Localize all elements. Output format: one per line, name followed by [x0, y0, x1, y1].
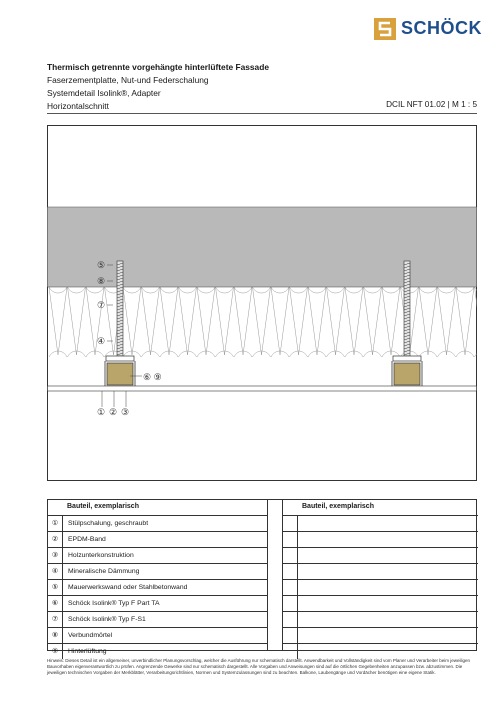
insulation-fiber	[327, 287, 345, 355]
insulation-fiber	[419, 287, 437, 355]
drawing-code-scale: DCIL NFT 01.02 | M 1 : 5	[386, 100, 477, 109]
table-row	[48, 532, 267, 548]
document-title: Thermisch getrennte vorgehängte hinterlüftete Fassade	[47, 62, 269, 72]
insulation-fiber	[216, 287, 234, 355]
masonry-wall	[48, 207, 477, 287]
callout-3: ③	[121, 407, 130, 417]
row-number: ①	[48, 516, 63, 531]
schoeck-logo-mark-icon	[374, 18, 396, 40]
insulation-fiber	[142, 287, 160, 355]
table-row	[48, 612, 267, 628]
insulation-fiber	[179, 287, 197, 355]
insulation-fiber	[123, 287, 141, 355]
table-row-empty	[283, 516, 478, 532]
row-label: Verbundmörtel	[68, 632, 113, 640]
row-label: Stülpschalung, geschraubt	[68, 519, 149, 527]
document-subtitle-3: Horizontalschnitt	[47, 101, 109, 111]
insulation-fiber	[234, 287, 252, 355]
disclaimer-notice: Hinweis: Dieses Detail ist ein allgemeiner, unverbindlicher Planungsvorschlag, welcher die Ausführung nur schematisch darstellt. Anwendbarkeit und Vollständigkeit sind vom Planer und Verarbeiter beim jeweiligen Bauvorhaben eigenverantwortlich zu prüfen. Angrenzende Gewerke sind nur schematisch dargestellt. Alle Vorgaben und Anweisungen sind auf die örtlichen Gegebenheiten anzupassen bzw. abzustimmen. Die jeweiligen technischen Vorgaben der Merkblätter, Verarbeitungsrichtlinien, Normen und Systemzulassungen sind zu beachten. Balkone, Laubengänge und Vordächer benötigen eine eigene Statik.	[47, 658, 470, 676]
insulation-fiber	[271, 287, 289, 355]
row-label: Hinterlüftung	[68, 648, 107, 656]
row-number-empty	[283, 596, 298, 611]
row-number-empty	[283, 516, 298, 531]
row-label: Mauerwerkswand oder Stahlbetonwand	[68, 583, 188, 591]
insulation-fiber	[253, 287, 271, 355]
table-row-empty	[283, 580, 478, 596]
callout-6-9: ⑥ ⑨	[143, 372, 162, 382]
callout-8: ⑧	[97, 276, 106, 286]
row-number: ⑨	[48, 644, 63, 659]
callout-4: ④	[97, 336, 106, 346]
timber-batten	[394, 363, 420, 385]
row-number: ⑤	[48, 580, 63, 595]
insulation-fiber	[438, 287, 456, 355]
adapter-plate	[393, 356, 421, 361]
row-number: ③	[48, 548, 63, 563]
table-header-right: Bauteil, exemplarisch	[283, 500, 478, 516]
table-row-empty	[283, 564, 478, 580]
row-number: ④	[48, 564, 63, 579]
insulation-fiber	[345, 287, 363, 355]
table-row-empty	[283, 532, 478, 548]
table-row	[48, 628, 267, 644]
row-number: ⑦	[48, 612, 63, 627]
table-row	[48, 516, 267, 532]
insulation-fiber	[382, 287, 400, 355]
row-number-empty	[283, 580, 298, 595]
row-label: EPDM-Band	[68, 535, 106, 543]
insulation-fiber	[68, 287, 86, 355]
insulation-fiber	[364, 287, 382, 355]
insulation-fiber	[49, 287, 67, 355]
row-label: Schöck Isolink® Typ F-S1	[68, 616, 146, 624]
row-number: ②	[48, 532, 63, 547]
row-number-empty	[283, 628, 298, 643]
insulation-fiber	[197, 287, 215, 355]
section-drawing	[47, 125, 477, 481]
brand-name: SCHÖCK	[401, 18, 483, 38]
insulation-fiber	[308, 287, 326, 355]
insulation-fiber	[475, 287, 478, 355]
document-subtitle-2: Systemdetail Isolink®, Adapter	[47, 88, 161, 98]
adapter-plate	[106, 356, 134, 361]
table-header-left: Bauteil, exemplarisch	[48, 500, 267, 516]
facade-cladding	[48, 386, 477, 391]
table-row-empty	[283, 612, 478, 628]
row-number-empty	[283, 532, 298, 547]
header-divider	[47, 113, 477, 114]
insulation-fiber	[290, 287, 308, 355]
component-table-right	[282, 500, 478, 650]
row-label: Holzunterkonstruktion	[68, 551, 134, 559]
component-table-left	[48, 500, 268, 656]
table-row-empty	[283, 628, 478, 644]
row-number-empty	[283, 564, 298, 579]
table-row-empty	[283, 548, 478, 564]
row-number-empty	[283, 612, 298, 627]
mineral-insulation	[49, 287, 477, 357]
document-subtitle-1: Faserzementplatte, Nut-und Federschalung	[47, 75, 209, 85]
callout-2: ②	[109, 407, 118, 417]
row-number-empty	[283, 548, 298, 563]
insulation-fiber	[475, 351, 478, 357]
insulation-fiber	[456, 287, 474, 355]
table-row	[48, 564, 267, 580]
callout-5: ⑤	[97, 260, 106, 270]
timber-batten	[107, 363, 133, 385]
row-number: ⑧	[48, 628, 63, 643]
table-row-empty	[283, 596, 478, 612]
table-row	[48, 580, 267, 596]
row-label: Mineralische Dämmung	[68, 567, 140, 575]
component-table	[47, 499, 477, 656]
table-row	[48, 548, 267, 564]
row-label: Schöck Isolink® Typ F Part TA	[68, 599, 160, 607]
row-number: ⑥	[48, 596, 63, 611]
table-row	[48, 596, 267, 612]
insulation-fiber	[160, 287, 178, 355]
callout-7: ⑦	[97, 300, 106, 310]
callout-1: ①	[97, 407, 106, 417]
brand-logo	[374, 16, 483, 42]
